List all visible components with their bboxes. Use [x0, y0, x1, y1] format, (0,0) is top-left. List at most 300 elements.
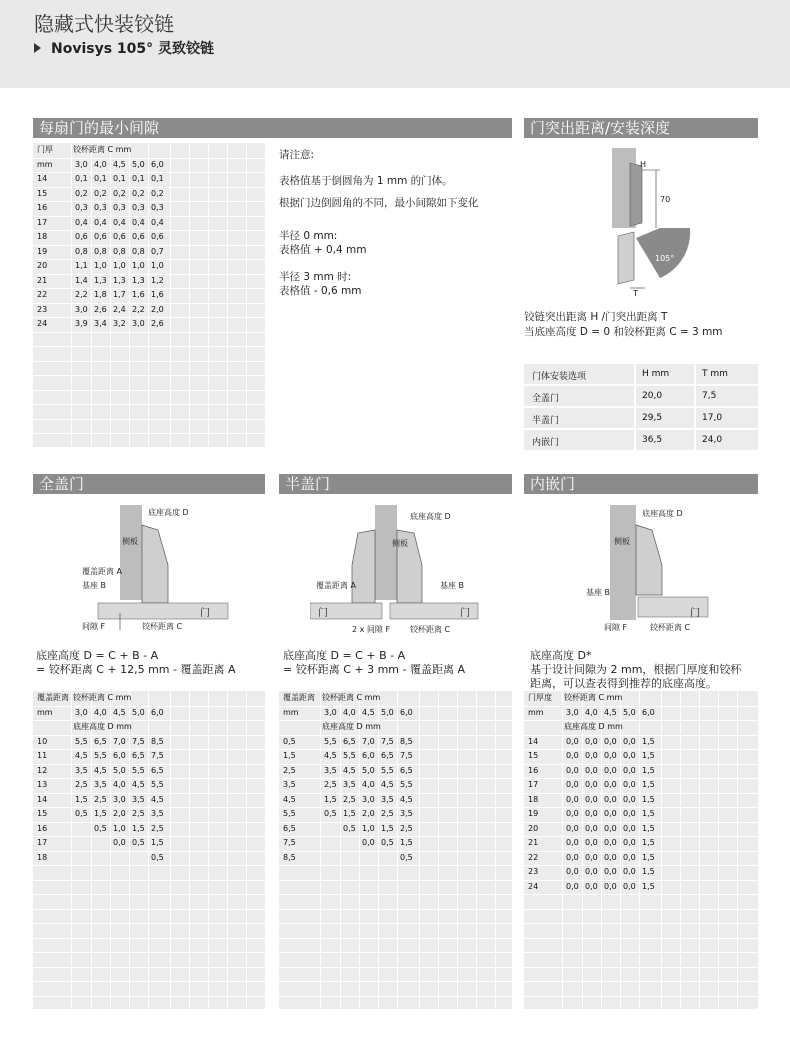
column-header: 5,0: [381, 707, 394, 717]
table-cell: 1,0: [362, 823, 375, 833]
table-cell: 6,0: [362, 751, 375, 760]
column-header: 4,0: [585, 707, 598, 717]
grid-line: [524, 735, 758, 736]
hinge-arm-shape: [630, 163, 642, 226]
grid-line: [33, 172, 265, 173]
table-cell: 6,5: [132, 751, 145, 760]
section-half-overlay: 半盖门: [279, 474, 512, 494]
half-formula-2: = 铰杯距离 C + 3 mm - 覆盖距离 A: [283, 663, 466, 676]
grid-line: [246, 143, 247, 447]
table-cell: 2,4: [113, 304, 126, 314]
column-header: 5,0: [623, 707, 636, 717]
table-cell: 3,0: [362, 794, 375, 804]
label-gap-f: 间隙 F: [604, 623, 628, 632]
label-door: 门: [690, 608, 700, 619]
grid-line: [279, 836, 512, 837]
table-cell: 21: [528, 838, 539, 847]
table-cell: 0,0: [623, 809, 636, 818]
table-cell: 2,5: [324, 780, 337, 789]
table-cell: 10: [37, 736, 48, 746]
grid-line: [279, 822, 512, 823]
table-cell: 0,0: [566, 780, 579, 789]
table-cell: 24,0: [702, 435, 723, 445]
grid-line: [170, 143, 171, 447]
table-cell: 0,2: [132, 188, 145, 198]
page-title: 隐藏式快装铰链: [34, 12, 174, 36]
table-cell: 0,0: [585, 780, 598, 789]
table-cell: 1,5: [642, 751, 655, 760]
table-cell: 6,5: [400, 765, 413, 775]
grid-line: [524, 778, 758, 779]
table-cell: 1,5: [642, 838, 655, 847]
fig-t-label: T: [633, 289, 638, 298]
table-cell: 1,5: [642, 736, 655, 746]
table-cell: 7,5: [381, 736, 394, 746]
label-door: 门: [318, 608, 328, 619]
table-cell: 7,5: [132, 736, 145, 746]
table-cell: 0,0: [585, 867, 598, 876]
grid-line: [189, 143, 190, 447]
column-header: 4,5: [604, 707, 617, 717]
column-header: 6,0: [151, 159, 164, 169]
table-cell: 19: [37, 246, 48, 256]
inset-table: [524, 691, 758, 1009]
grid-line: [33, 390, 265, 391]
table-cell: 0,8: [113, 246, 126, 256]
label-base-b: 基座 B: [82, 581, 107, 590]
label-overlay-a: 覆盖距离 A: [316, 581, 357, 590]
table-cell: 0,6: [132, 232, 145, 241]
grid-line: [33, 880, 265, 881]
grid-line: [33, 952, 265, 953]
table-cell: 24: [37, 319, 48, 328]
table-cell: 0,6: [113, 232, 126, 241]
table-cell: 0,2: [94, 188, 107, 198]
table-subheader: 底座高度 D mm: [322, 722, 381, 731]
grid-line: [279, 880, 512, 881]
grid-line: [208, 143, 209, 447]
table-cell: 0,0: [585, 809, 598, 818]
half-overlay-table: [279, 691, 512, 1009]
table-cell: 0,0: [566, 867, 579, 876]
grid-line: [524, 909, 758, 910]
table-cell: 0,4: [151, 217, 164, 227]
table-cell: 1,5: [381, 823, 394, 833]
table-cell: 1,7: [113, 290, 126, 299]
table-cell: 7,5: [400, 751, 413, 760]
min-gap-table: [33, 143, 265, 447]
table-cell: 3,5: [132, 794, 145, 804]
table-cell: 全盖门: [532, 394, 560, 404]
table-cell: 5,5: [132, 765, 145, 775]
grid-line: [33, 375, 265, 376]
half-overlay-diagram: [310, 505, 480, 635]
grid-line: [33, 404, 265, 405]
table-cell: 0,0: [585, 751, 598, 760]
section-inset: 内嵌门: [524, 474, 758, 494]
grid-line: [524, 851, 758, 852]
section-protrusion: 门突出距离/安装深度: [524, 118, 758, 138]
table-cell: 12: [37, 765, 48, 775]
side-panel-shape: [375, 505, 397, 600]
table-cell: 16: [37, 823, 48, 833]
grid-line: [279, 894, 512, 895]
table-cell: 8,5: [400, 736, 413, 746]
table-cell: 3,5: [75, 765, 88, 775]
table-cell: 18: [37, 852, 48, 862]
table-cell: 0,0: [604, 794, 617, 804]
table-cell: 6,5: [94, 736, 107, 746]
table-cell: 21: [37, 275, 48, 285]
grid-line: [524, 749, 758, 750]
grid-line: [33, 909, 265, 910]
table-cell: 1,5: [642, 867, 655, 876]
grid-line: [33, 894, 265, 895]
label-base-height: 底座高度 D: [410, 512, 451, 521]
table-cell: 24: [528, 881, 539, 891]
table-cell: 4,5: [343, 765, 356, 775]
grid-line: [33, 764, 265, 765]
table-cell: 6,5: [151, 765, 164, 775]
table-cell: 1,0: [94, 261, 107, 270]
note-line-2: 根据门边倒圆角的不同，最小间隙如下变化: [279, 197, 479, 209]
table-cell: 7,5: [702, 391, 717, 401]
column-header: 6,0: [400, 707, 413, 717]
grid-line: [33, 230, 265, 231]
hinge-shape: [636, 525, 662, 595]
table-cell: 13: [37, 780, 48, 789]
table-cell: 0,0: [585, 823, 598, 833]
table-cell: 7,5: [151, 751, 164, 760]
grid-line: [33, 749, 265, 750]
table-cell: 3,2: [113, 319, 126, 328]
grid-line: [524, 822, 758, 823]
table-cell: 20: [37, 261, 48, 270]
grid-line: [524, 865, 758, 866]
grid-line: [33, 807, 265, 808]
table-cell: 0,2: [113, 188, 126, 198]
table-cell: 0,0: [604, 765, 617, 775]
grid-line: [524, 981, 758, 982]
page-header: [0, 0, 790, 88]
door-swing-shape: [636, 228, 690, 278]
column-header: 3,0: [566, 707, 579, 717]
table-cell: 半盖门: [532, 416, 560, 426]
table-cell: 22: [37, 290, 48, 299]
table-cell: 0,0: [566, 838, 579, 847]
section-min-gap: 每扇门的最小间隙: [33, 118, 512, 138]
note-radius-3: 半径 3 mm 时:: [279, 271, 352, 283]
grid-line: [524, 807, 758, 808]
table-cell: 5,5: [343, 751, 356, 760]
table-cell: 0,4: [132, 217, 145, 227]
table-cell: 1,5: [642, 852, 655, 862]
table-cell: 0,0: [585, 736, 598, 746]
table-header: 铰杯距离 C mm: [322, 693, 381, 702]
grid-line: [524, 996, 758, 997]
table-cell: 1,3: [113, 275, 126, 285]
side-panel-shape: [120, 505, 142, 600]
grid-line: [279, 967, 512, 968]
table-cell: 2,5: [94, 794, 107, 804]
grid-line: [279, 938, 512, 939]
table-divider: [524, 406, 758, 408]
table-cell: 17: [37, 838, 48, 847]
table-cell: 1,5: [132, 823, 145, 833]
label-overlay-a: 覆盖距离 A: [82, 567, 123, 576]
table-subheader: 底座高度 D mm: [73, 722, 132, 731]
inset-formula-3: 距离，可以查表得到推荐的底座高度。: [530, 677, 717, 690]
grid-line: [279, 865, 512, 866]
table-cell: 0,0: [623, 736, 636, 746]
table-cell: 0,0: [604, 751, 617, 760]
table-divider: [524, 384, 758, 386]
table-cell: 0,0: [604, 852, 617, 862]
grid-line: [279, 807, 512, 808]
label-gap-f: 间隙 F: [82, 622, 106, 631]
table-cell: 1,6: [132, 290, 145, 299]
table-cell: 1,3: [132, 275, 145, 285]
table-cell: 1,5: [642, 881, 655, 891]
table-header: mm: [37, 159, 53, 169]
table-cell: 1,5: [400, 838, 413, 847]
table-cell: 2,5: [283, 765, 296, 775]
label-double-gap: 2 x 间隙 F: [352, 625, 391, 634]
table-cell: 1,6: [151, 290, 164, 299]
table-divider: [524, 428, 758, 430]
grid-line: [33, 865, 265, 866]
table-cell: 3,5: [151, 809, 164, 818]
section-full-overlay: 全盖门: [33, 474, 265, 494]
grid-line: [524, 880, 758, 881]
table-cell: 0,4: [94, 217, 107, 227]
table-cell: 0,0: [113, 838, 126, 847]
label-base-b: 基座 B: [586, 588, 611, 597]
table-cell: 2,0: [151, 304, 164, 314]
label-cup-distance: 铰杯距离 C: [650, 623, 691, 632]
table-cell: 4,5: [94, 765, 107, 775]
table-cell: 1,5: [75, 794, 88, 804]
table-cell: 4,5: [324, 751, 337, 760]
table-cell: 3,4: [94, 319, 107, 328]
grid-line: [33, 346, 265, 347]
table-cell: 0,6: [151, 232, 164, 241]
table-cell: 3,5: [324, 765, 337, 775]
table-cell: 0,0: [604, 809, 617, 818]
table-cell: 0,3: [75, 203, 88, 212]
table-cell: 2,5: [343, 794, 356, 804]
column-header: 6,0: [151, 707, 164, 717]
table-cell: 0,3: [113, 203, 126, 212]
table-cell: 0,0: [604, 838, 617, 847]
table-cell: 0,5: [151, 852, 164, 862]
table-cell: 36,5: [642, 435, 663, 445]
table-header: 门厚: [37, 145, 53, 154]
table-cell: 0,1: [132, 174, 145, 183]
table-cell: 18: [37, 232, 48, 241]
table-cell: 3,0: [132, 319, 145, 328]
table-cell: 3,5: [343, 780, 356, 789]
table-cell: 0,0: [585, 794, 598, 804]
table-cell: 0,0: [566, 751, 579, 760]
table-subheader: 底座高度 D mm: [564, 722, 623, 731]
grid-line: [279, 764, 512, 765]
label-base-height: 底座高度 D: [148, 508, 189, 517]
table-cell: 1,5: [642, 809, 655, 818]
grid-line: [33, 419, 265, 420]
grid-line: [71, 143, 72, 447]
table-cell: 0,0: [566, 881, 579, 891]
table-cell: 15: [37, 188, 48, 198]
grid-line: [33, 361, 265, 362]
table-cell: 3,5: [400, 809, 413, 818]
grid-line: [524, 793, 758, 794]
protrusion-caption-2: 当底座高度 D = 0 和铰杯距离 C = 3 mm: [524, 326, 723, 338]
table-cell: 0,6: [94, 232, 107, 241]
table-cell: 2,5: [132, 809, 145, 818]
table-cell: 3,0: [113, 794, 126, 804]
grid-line: [279, 851, 512, 852]
table-cell: 7,5: [283, 838, 296, 847]
table-cell: 2,5: [381, 809, 394, 818]
table-cell: 0,5: [343, 823, 356, 833]
grid-line: [524, 923, 758, 924]
table-cell: 14: [528, 736, 539, 746]
table-cell: 0,3: [132, 203, 145, 212]
grid-line: [33, 938, 265, 939]
grid-line: [279, 735, 512, 736]
label-door: 门: [200, 608, 210, 619]
table-cell: 0,0: [623, 867, 636, 876]
table-cell: 0,8: [75, 246, 88, 256]
table-cell: 0,5: [381, 838, 394, 847]
installation-table: [524, 364, 758, 450]
table-cell: 1,5: [642, 765, 655, 775]
table-cell: 0,1: [151, 174, 164, 183]
table-cell: 0,2: [75, 188, 88, 198]
table-cell: 0,0: [623, 823, 636, 833]
hinge-shape: [142, 525, 168, 603]
side-panel-shape: [610, 505, 636, 620]
table-cell: 0,0: [585, 765, 598, 775]
grid-line: [279, 793, 512, 794]
table-cell: 2,0: [113, 809, 126, 818]
grid-line: [279, 952, 512, 953]
table-cell: 0,0: [585, 852, 598, 862]
table-cell: 0,0: [566, 852, 579, 862]
grid-line: [279, 996, 512, 997]
table-header: 覆盖距离: [283, 693, 315, 702]
table-cell: 0,5: [283, 736, 296, 746]
grid-line: [524, 938, 758, 939]
table-cell: 18: [528, 794, 539, 804]
inset-formula-2: 基于设计间隙为 2 mm，根据门厚度和铰杯: [530, 663, 742, 676]
table-cell: 3,0: [75, 304, 88, 314]
fig-angle-label: 105°: [655, 254, 675, 263]
table-cell: 0,7: [151, 246, 164, 256]
protrusion-diagram: [590, 148, 710, 298]
full-overlay-table: [33, 691, 265, 1009]
grid-line: [33, 735, 265, 736]
table-cell: 16: [37, 203, 48, 212]
table-cell: 0,5: [94, 823, 107, 833]
hinge-shape: [352, 530, 375, 603]
table-cell: 1,0: [151, 261, 164, 270]
table-cell: 5,5: [324, 736, 337, 746]
table-cell: 2,6: [151, 319, 164, 328]
table-cell: 0,0: [585, 881, 598, 891]
column-header: 4,0: [343, 707, 356, 717]
grid-line: [33, 923, 265, 924]
table-cell: 1,1: [75, 261, 88, 270]
table-cell: 3,5: [283, 780, 296, 789]
grid-line: [33, 274, 265, 275]
grid-line: [279, 778, 512, 779]
column-header: 4,0: [94, 707, 107, 717]
table-cell: 0,0: [623, 881, 636, 891]
table-cell: 20: [528, 823, 539, 833]
grid-line: [33, 317, 265, 318]
table-cell: 0,4: [75, 217, 88, 227]
table-cell: 1,5: [642, 780, 655, 789]
label-cup-distance: 铰杯距离 C: [410, 625, 451, 634]
table-cell: 15: [528, 751, 539, 760]
table-header: 铰杯距离 C mm: [73, 145, 132, 154]
table-cell: 0,3: [151, 203, 164, 212]
table-cell: 2,5: [75, 780, 88, 789]
table-cell: 1,5: [343, 809, 356, 818]
grid-line: [33, 996, 265, 997]
table-cell: 4,5: [75, 751, 88, 760]
table-cell: 3,5: [94, 780, 107, 789]
table-cell: 5,0: [362, 765, 375, 775]
table-header: mm: [37, 707, 53, 717]
table-cell: 1,4: [75, 275, 88, 285]
table-cell: 3,9: [75, 319, 88, 328]
note-title: 请注意:: [279, 149, 315, 161]
table-cell: 5,5: [283, 809, 296, 818]
table-cell: 1,2: [151, 275, 164, 285]
table-cell: 0,4: [113, 217, 126, 227]
table-cell: 6,5: [381, 751, 394, 760]
column-header: 4,0: [94, 159, 107, 169]
table-header: 门体安装选项: [532, 372, 587, 382]
table-cell: 1,3: [94, 275, 107, 285]
grid-line: [227, 143, 228, 447]
table-cell: 8,5: [151, 736, 164, 746]
grid-line: [279, 706, 512, 707]
table-cell: 11: [37, 751, 48, 760]
label-cup-distance: 铰杯距离 C: [142, 622, 183, 631]
table-cell: 6,5: [343, 736, 356, 746]
grid-line: [91, 143, 92, 447]
table-cell: 0,0: [623, 838, 636, 847]
grid-line: [33, 706, 265, 707]
table-cell: 0,5: [132, 838, 145, 847]
table-cell: 0,0: [604, 780, 617, 789]
table-cell: 2,5: [151, 823, 164, 833]
grid-line: [33, 433, 265, 434]
protrusion-caption-1: 铰链突出距离 H /门突出距离 T: [524, 311, 668, 323]
table-cell: 5,5: [151, 780, 164, 789]
column-header: 5,0: [132, 159, 145, 169]
grid-line: [524, 764, 758, 765]
grid-line: [524, 967, 758, 968]
inset-formula-1: 底座高度 D*: [530, 649, 592, 662]
label-side-panel: 侧板: [392, 539, 408, 548]
table-cell: 1,5: [94, 809, 107, 818]
table-cell: 3,5: [381, 794, 394, 804]
